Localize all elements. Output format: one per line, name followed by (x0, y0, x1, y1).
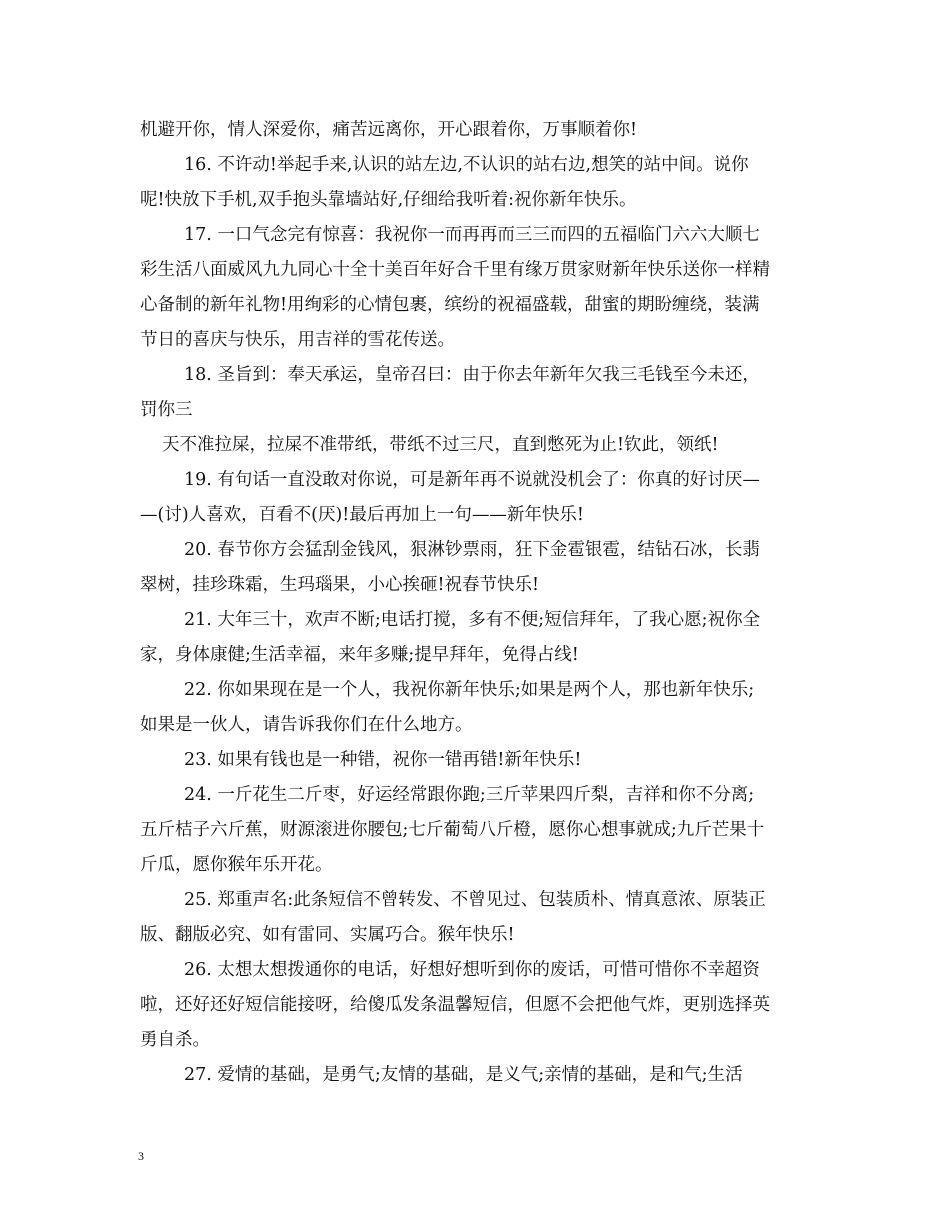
text-line: 斤瓜，愿你猴年乐开花。 (140, 855, 333, 875)
text-line: 27. 爱情的基础，是勇气;友情的基础，是义气;亲情的基础，是和气;生活 (184, 1065, 743, 1085)
text-line: 22. 你如果现在是一个人，我祝你新年快乐;如果是两个人，那也新年快乐; (184, 680, 755, 700)
text-line: 20. 春节你方会猛刮金钱风，狠淋钞票雨，狂下金雹银雹，结钻石冰，长翡 (184, 540, 760, 560)
text-line: 节日的喜庆与快乐，用吉祥的雪花传送。 (140, 330, 455, 350)
text-line: 21. 大年三十，欢声不断;电话打搅，多有不便;短信拜年，了我心愿;祝你全 (184, 610, 761, 630)
text-line: 25. 郑重声名:此条短信不曾转发、不曾见过、包装质朴、情真意浓、原装正 (184, 890, 766, 910)
text-line: 版、翻版必究、如有雷同、实属巧合。猴年快乐! (140, 925, 515, 945)
text-line: 26. 太想太想拨通你的电话，好想好想听到你的废话，可惜可惜你不幸超资 (184, 960, 760, 980)
text-line: 23. 如果有钱也是一种错，祝你一错再错!新年快乐! (184, 750, 582, 770)
text-line: 家，身体康健;生活幸福，来年多赚;提早拜年，免得占线! (140, 645, 579, 665)
text-line: —(讨)人喜欢，百看不(厌)!最后再加上一句——新年快乐! (140, 505, 584, 525)
text-line: 五斤桔子六斤蕉，财源滚进你腰包;七斤葡萄八斤橙，愿你心想事就成;九斤芒果十 (140, 820, 765, 840)
document-body (140, 113, 812, 1093)
text-line: 如果是一伙人，请告诉我你们在什么地方。 (140, 715, 473, 735)
page-number: 3 (138, 1149, 144, 1163)
text-line: 19. 有句话一直没敢对你说，可是新年再不说就没机会了：你真的好讨厌— (184, 470, 760, 490)
text-line: 天不准拉屎，拉屎不准带纸，带纸不过三尺，直到憋死为止!钦此，领纸! (162, 435, 719, 455)
text-line: 16. 不许动!举起手来,认识的站左边,不认识的站右边,想笑的站中间。说你 (184, 155, 749, 175)
text-line: 18. 圣旨到：奉天承运，皇帝召曰：由于你去年新年欠我三毛钱至今未还， (184, 365, 760, 385)
text-line: 24. 一斤花生二斤枣，好运经常跟你跑;三斤苹果四斤梨，吉祥和你不分离; (184, 785, 755, 805)
text-line: 罚你三 (140, 400, 193, 420)
text-line: 机避开你，情人深爱你，痛苦远离你，开心跟着你，万事顺着你! (140, 120, 638, 140)
text-line: 呢!快放下手机,双手抱头靠墙站好,仔细给我听着:祝你新年快乐。 (140, 190, 637, 210)
text-line: 勇自杀。 (140, 1030, 210, 1050)
text-line: 心备制的新年礼物!用绚彩的心情包裹，缤纷的祝福盛载，甜蜜的期盼缠绕，装满 (140, 295, 760, 315)
text-line: 啦，还好还好短信能接呀，给傻瓜发条温馨短信，但愿不会把他气炸，更别选择英 (140, 995, 770, 1015)
text-line: 17. 一口气念完有惊喜：我祝你一而再再而三三而四的五福临门六六大顺七 (184, 225, 760, 245)
text-line: 彩生活八面威风九九同心十全十美百年好合千里有缘万贯家财新年快乐送你一样精 (140, 260, 770, 280)
text-line: 翠树，挂珍珠霜，生玛瑙果，小心挨砸!祝春节快乐! (140, 575, 540, 595)
